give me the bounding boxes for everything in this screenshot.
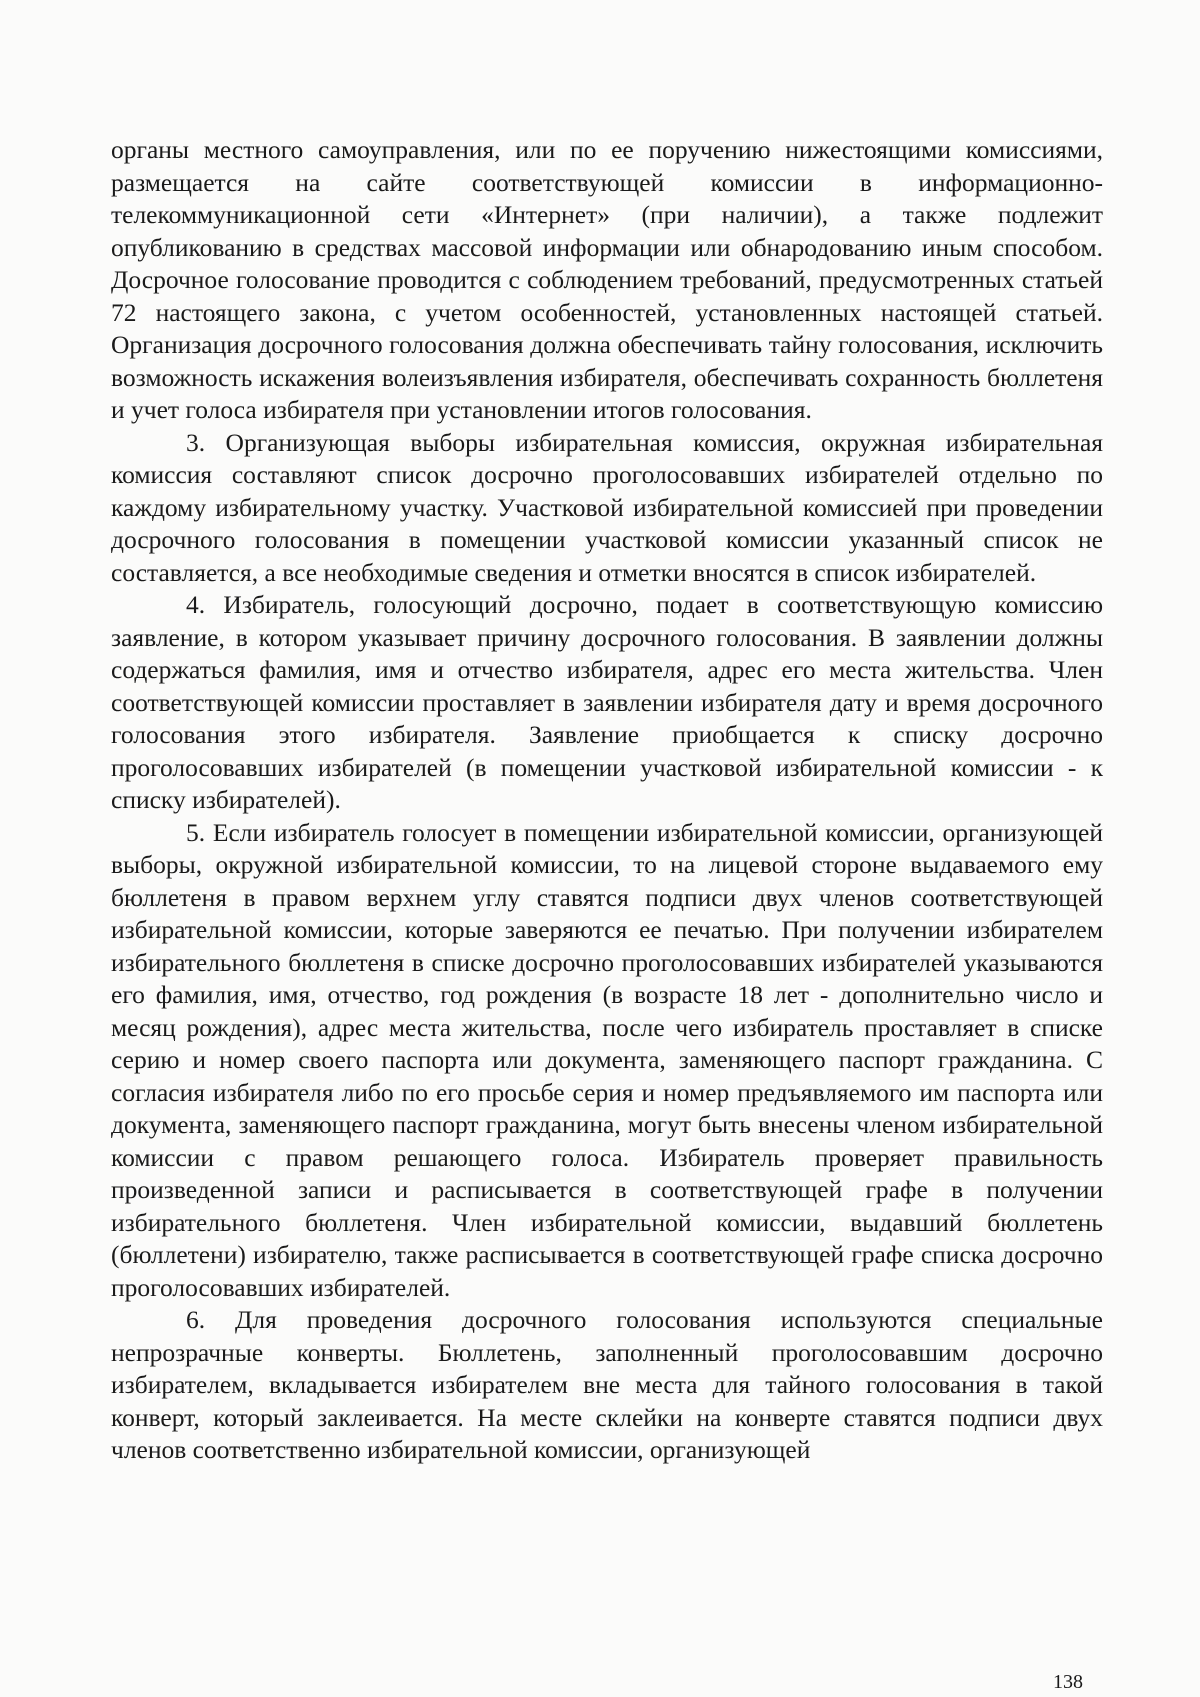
paragraph-3: 3. Организующая выборы избирательная комиссия, окружная избирательная комиссия составляют список досрочно проголосовавших избирателей отдельно по каждому избирательному участку. Участковой избирательной комиссией при проведении досрочного голосования в помещении участковой комиссии указанный список не составляется, а все необходимые сведения и отметки вносятся в список избирателей. xyxy=(111,427,1103,587)
document-body xyxy=(111,134,1103,1467)
paragraph-4: 4. Избиратель, голосующий досрочно, подает в соответствующую комиссию заявление, в котором указывает причину досрочного голосования. В заявлении должны содержаться фамилия, имя и отчество избирателя, адрес его места жительства. Член соответствующей комиссии проставляет в заявлении избирателя дату и время досрочного голосования этого избирателя. Заявление приобщается к списку досрочно проголосовавших избирателей (в помещении участковой избирательной комиссии - к списку избирателей). xyxy=(111,590,1103,814)
paragraph-6: 6. Для проведения досрочного голосования используются специальные непрозрачные конверты. Бюллетень, заполненный проголосовавшим досрочно избирателем, вкладывается избирателем вне места для тайного голосования в такой конверт, который заклеивается. На месте склейки на конверте ставятся подписи двух членов соответственно избирательной комиссии, организующей xyxy=(111,1305,1103,1464)
paragraph-5: 5. Если избиратель голосует в помещении избирательной комиссии, организующей выборы, окружной избирательной комиссии, то на лицевой стороне выдаваемого ему бюллетеня в правом верхнем углу ставятся подписи двух членов соответствующей избирательной комиссии, которые заверяются ее печатью. При получении избирателем избирательного бюллетеня в списке досрочно проголосовавших избирателей указываются его фамилия, имя, отчество, год рождения (в возрасте 18 лет - дополнительно число и месяц рождения), адрес места жительства, после чего избиратель проставляет в списке серию и номер своего паспорта или документа, заменяющего паспорт гражданина. С согласия избирателя либо по его просьбе серия и номер предъявляемого им паспорта или документа, заменяющего паспорт гражданина, могут быть внесены членом избирательной комиссии с правом решающего голоса. Избиратель проверяет правильность произведенной записи и расписывается в соответствующей графе в получении избирательного бюллетеня. Член избирательной комиссии, выдавший бюллетень (бюллетени) избирателю, также расписывается в соответствующей графе списка досрочно проголосовавших избирателей. xyxy=(111,817,1103,1302)
page-number: 138 xyxy=(1053,1671,1083,1693)
paragraph-continuation: органы местного самоуправления, или по ее поручению нижестоящими комиссиями, размещается на сайте соответствующей комиссии в информационно-телекоммуникационной сети «Интернет» (при наличии), а также подлежит опубликованию в средствах массовой информации или обнародованию иным способом. Досрочное голосование проводится с соблюдением требований, предусмотренных статьей 72 настоящего закона, с учетом особенностей, установленных настоящей статьей. Организация досрочного голосования должна обеспечивать тайну голосования, исключить возможность искажения волеизъявления избирателя, обеспечивать сохранность бюллетеня и учет голоса избирателя при установлении итогов голосования. xyxy=(111,135,1103,424)
